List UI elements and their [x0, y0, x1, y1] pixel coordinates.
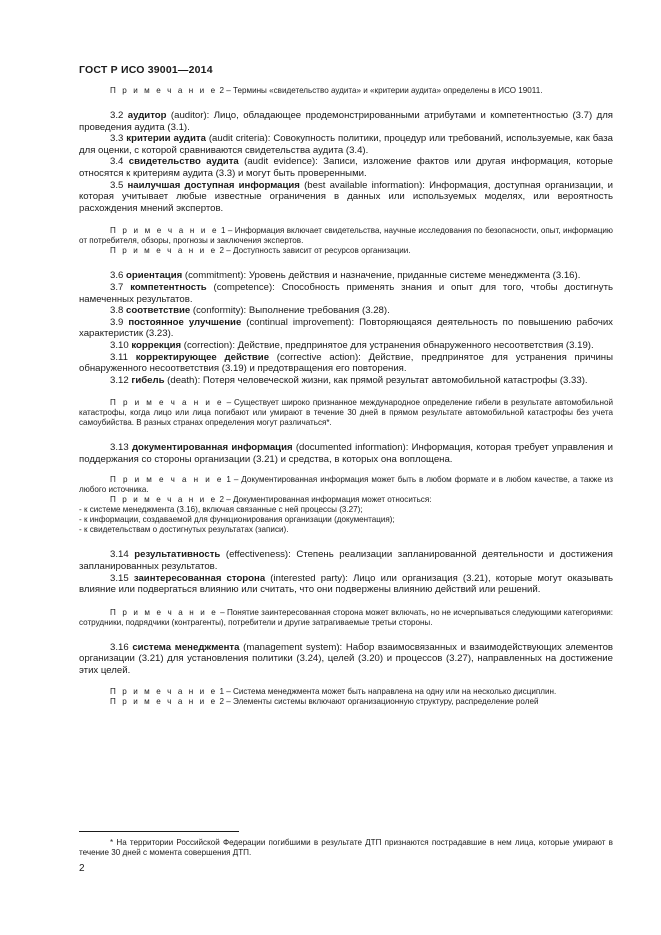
term-3-3: 3.3 критерии аудита (audit criteria): Совокупность политики, процедур или требований, используемые, как база для оценки, с которой сравниваются свидетельства аудита (3.4).	[79, 133, 613, 156]
note-3-5-1: П р и м е ч а н и е 1 – Информация включает свидетельства, научные исследования по безопасности, опыт, информацию от потребителя, обзоры, прогнозы и заключения экспертов.	[79, 226, 613, 246]
term-3-12: 3.12 гибель (death): Потеря человеческой жизни, как прямой результат автомобильной катастрофы (3.33).	[110, 374, 588, 386]
note-3-5-2: П р и м е ч а н и е 2 – Доступность зависит от ресурсов организации.	[110, 246, 411, 256]
term-3-2: 3.2 аудитор (auditor): Лицо, обладающее продемонстрированными атрибутами и компетентностью (3.7) для проведения аудита (3.1).	[79, 110, 613, 133]
footnote-divider	[79, 831, 239, 832]
term-3-4: 3.4 свидетельство аудита (audit evidence): Записи, изложение фактов или другая информация, которые относятся к критериям аудита (3.3) и могут быть проверенными.	[79, 156, 613, 179]
list-item: - к информации, создаваемой для функционирования организации (документация);	[79, 515, 395, 525]
list-item: - к системе менеджмента (3.16), включая связанные с ней процессы (3.27);	[79, 505, 363, 515]
note-3-16-2: П р и м е ч а н и е 2 – Элементы системы включают организационную структуру, распределение ролей	[110, 696, 539, 706]
note-3-13-2: П р и м е ч а н и е 2 – Документированная информация может относиться:	[110, 495, 432, 505]
term-3-7: 3.7 компетентность (competence): Способность применять знания и опыт для того, чтобы достигнуть намеченных результатов.	[79, 281, 613, 305]
term-3-10: 3.10 коррекция (correction): Действие, предпринятое для устранения обнаруженного несоответствия (3.19).	[110, 339, 594, 351]
note-3-13-1: П р и м е ч а н и е 1 – Документированная информация может быть в любом формате и в любом качестве, а также из любого источника.	[79, 475, 613, 495]
term-3-8: 3.8 соответствие (conformity): Выполнение требования (3.28).	[110, 305, 390, 317]
term-3-16: 3.16 система менеджмента (management system): Набор взаимосвязанных и взаимодействующих элементов организации (3.21) для установления политики (3.24), целей (3.20) и процессов (3.27), направленных на достижение этих целей.	[79, 641, 614, 677]
note-3-12: П р и м е ч а н и е – Существует широко признанное международное определение гибели в результате автомобильной катастрофы, когда лицо или лица погибают или умирают в течение 30 дней в прямом результате автомобильной катастрофы без учета самоубийства. В разных странах определения могут различаться*.	[79, 398, 613, 428]
term-3-6: 3.6 ориентация (commitment): Уровень действия и назначение, приданные системе менеджмента (3.16).	[110, 270, 581, 282]
term-3-15: 3.15 заинтересованная сторона (interested party): Лицо или организация (3.21), которые могут оказывать влияние или подвергаться влиянию или считать, что они подвержены влиянию действий или решений.	[79, 572, 614, 596]
page-number: 2	[79, 863, 85, 874]
term-3-14: 3.14 результативность (effectiveness): Степень реализации запланированной деятельности и достижения запланированных результатов.	[79, 549, 613, 573]
list-item: - к свидетельствам о достигнутых результатах (записи).	[79, 525, 289, 535]
term-3-9: 3.9 постоянное улучшение (continual improvement): Повторяющаяся деятельность по повышению рабочих характеристик (3.23).	[79, 316, 613, 340]
note-3-1-2: П р и м е ч а н и е 2 – Термины «свидетельство аудита» и «критерии аудита» определены в ИСО 19011.	[110, 86, 543, 95]
document-body	[79, 86, 613, 707]
note-3-16-1: П р и м е ч а н и е 1 – Система менеджмента может быть направлена на одну или на несколько дисциплин.	[110, 686, 557, 696]
term-3-11: 3.11 корректирующее действие (corrective action): Действие, предпринятое для устранения причины обнаруженного несоответствия (3.19) и предотвращения его повторения.	[79, 351, 613, 375]
note-3-15: П р и м е ч а н и е – Понятие заинтересованная сторона может включать, но не исчерпываться следующими категориями: сотрудники, подрядчики (контрагенты), потребители и другие затрагиваемые третьи стороны.	[79, 607, 613, 627]
footnote: * На территории Российской Федерации погибшими в результате ДТП признаются пострадавшие в нем лица, которые умирают в течение 30 дней с момента совершения ДТП.	[79, 838, 613, 857]
term-3-13: 3.13 документированная информация (documented information): Информация, которая требует управления и поддержания со стороны организации (3.21) и средства, в которых она воплощена.	[79, 442, 613, 465]
document-header: ГОСТ Р ИСО 39001—2014	[79, 64, 213, 76]
term-3-5: 3.5 наилучшая доступная информация (best available information): Информация, доступная организации, и которая учитывает любые известные ограничения в данных или используемых моделях, или вероятность расхождения мнений экспертов.	[79, 179, 613, 214]
